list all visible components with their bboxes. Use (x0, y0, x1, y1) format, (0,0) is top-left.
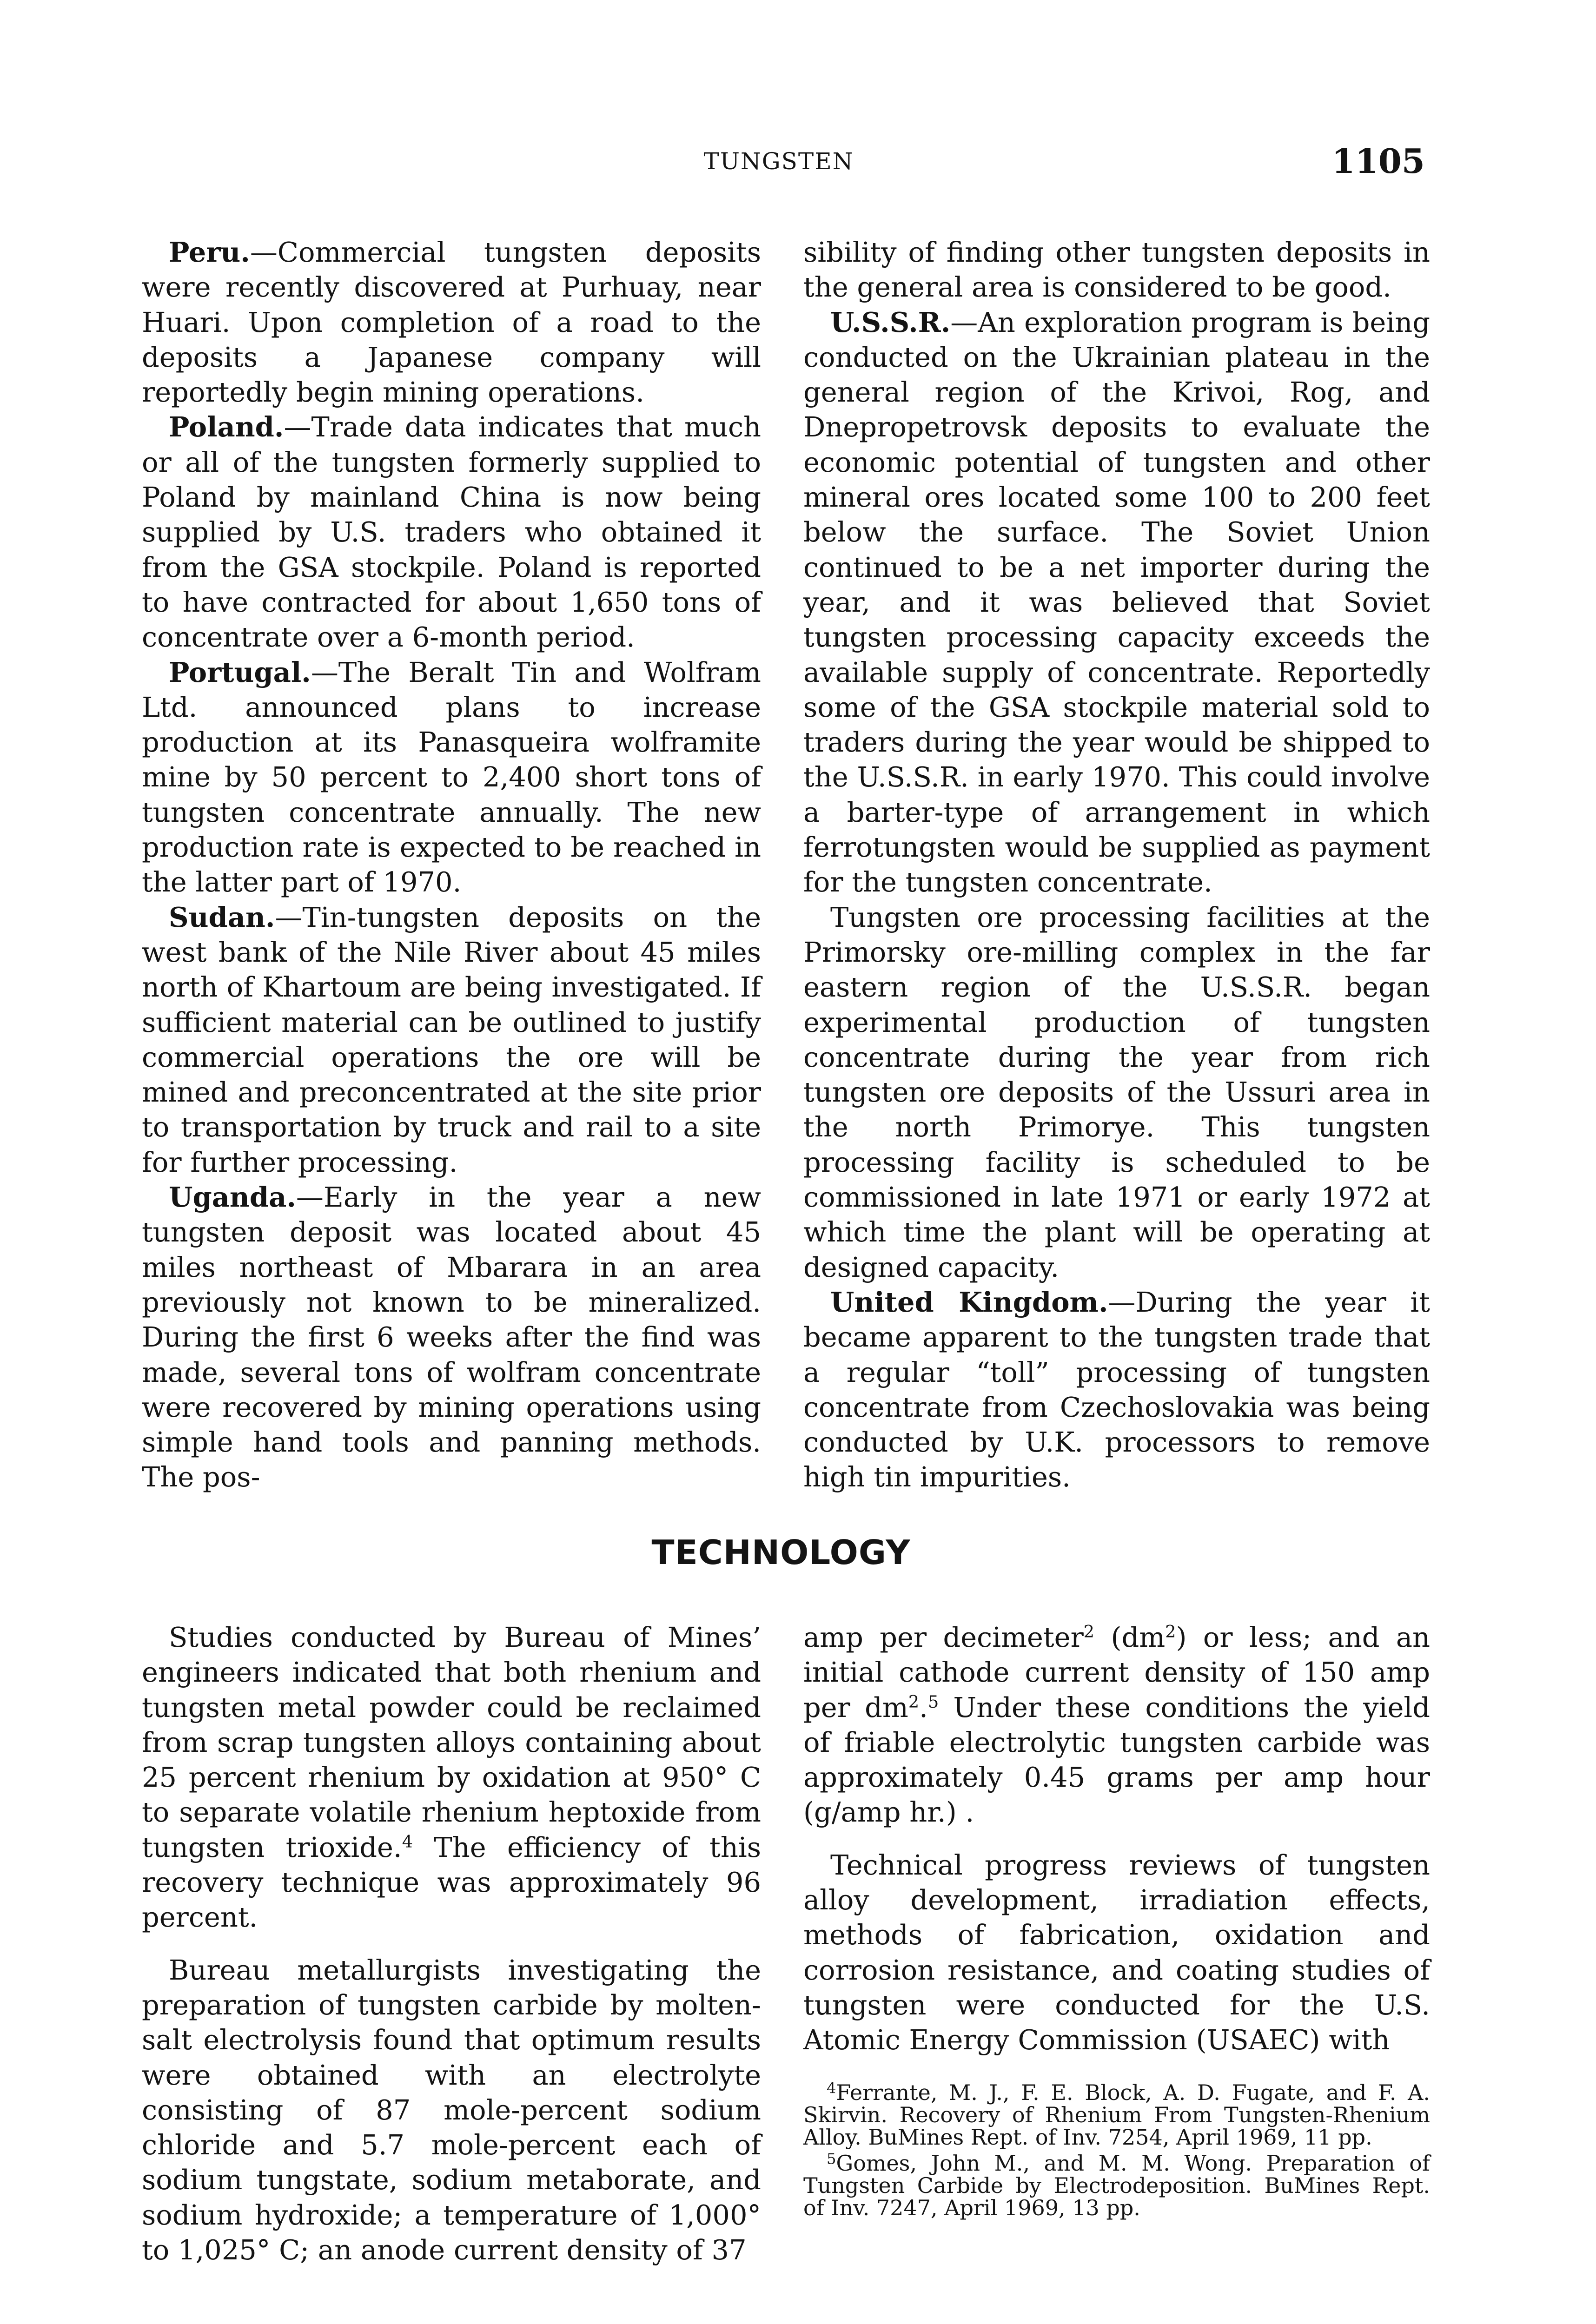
technology-carbide-continuation: amp per decimeter$^2$ $(dm^2)$ or less; and an initial cathode current density of 150 amp per $dm^2.^5$ Under these conditions the yield of friable electrolytic tungsten carbide was approximately 0.45 grams per amp hour (g/amp hr.) . (803, 1621, 1430, 1829)
country-paragraph-united-kingdom (803, 1285, 1430, 1495)
section-heading-technology: TECHNOLOGY (651, 1533, 911, 1572)
country-lead-united-kingdom: United Kingdom.— (830, 1286, 1136, 1318)
country-paragraph-portugal (142, 655, 761, 900)
column-bottom-left (142, 1620, 761, 2267)
column-top-left (142, 235, 761, 1495)
ussr-primorsky-paragraph: Tungsten ore processing facilities at the Primorsky ore-milling complex in the far eastern region of the U.S.S.R. began experimental production of tungsten concentrate during the year from rich tungsten ore deposits of the Ussuri area in the north Primorye. This tungsten processing facility is scheduled to be commissioned in late 1971 or early 1972 at which time the plant will be operating at designed capacity. (803, 901, 1430, 1283)
footnote-ref-4: 4 (402, 1831, 413, 1852)
country-lead-ussr: U.S.S.R.— (830, 306, 978, 338)
country-text-peru: Commercial tungsten deposits were recently discovered at Purhuay, near Huari. Upon completion of a road to the deposits a Japanese company will reportedly begin mining operations. (142, 236, 761, 409)
uganda-continuation: sibility of finding other tungsten deposits in the general area is considered to be good. (803, 236, 1430, 304)
country-text-ussr: An exploration program is being conducted on the Ukrainian plateau in the general region of the Krivoi, Rog, and Dnepropetrovsk deposits to evaluate the economic potential of tungsten and other mineral ores located some 100 to 200 feet below the surface. The Soviet Union continued to be a net importer during the year, and it was believed that Soviet tungsten processing capacity exceeds the available supply of concentrate. Reportedly some of the GSA stockpile material sold to traders during the year would be shipped to the U.S.S.R. in early 1970. This could involve a barter-type of arrangement in which ferrotungsten would be supplied as payment for the tungsten concentrate. (803, 306, 1430, 898)
page-number: 1105 (1331, 141, 1425, 181)
footnote-4: $^4$Ferrante, M. J., F. E. Block, A. D. Fugate, and F. A. Skirvin. Recovery of Rhenium From Tungsten-Rhenium Alloy. BuMines Rept. of Inv. 7254, April 1969, 11 pp. (803, 2079, 1430, 2150)
country-lead-uganda: Uganda.— (169, 1181, 324, 1214)
country-text-sudan: Tin-tungsten deposits on the west bank of the Nile River about 45 miles north of Khartoum are being investigated. If sufficient material can be outlined to justify commercial operations the ore will be mined and preconcentrated at the site prior to transportation by truck and rail to a site for further processing. (142, 901, 761, 1178)
column-bottom-right (803, 1620, 1430, 2058)
country-text-uganda: Early in the year a new tungsten deposit was located about 45 miles northeast of Mbarara in an area previously not known to be mineralized. During the first 6 weeks after the find was made, several tons of wolfram concentrate were recovered by mining operations using simple hand tools and panning methods. The pos- (142, 1181, 761, 1493)
column-top-right (803, 235, 1430, 1495)
country-paragraph-ussr (803, 305, 1430, 900)
running-title: TUNGSTEN (703, 148, 854, 175)
footnotes (803, 2081, 1430, 2223)
country-lead-portugal: Portugal.— (169, 656, 338, 688)
country-text-portugal: The Beralt Tin and Wolfram Ltd. announced plans to increase production at its Panasqueira wolframite mine by 50 percent to 2,400 short tons of tungsten concentrate annually. The new production rate is expected to be reached in the latter part of 1970. (142, 656, 761, 898)
country-text-poland: Trade data indicates that much or all of the tungsten formerly supplied to Poland by mainland China is now being supplied by U.S. traders who obtained it from the GSA stockpile. Poland is reported to have contracted for about 1,650 tons of concentrate over a 6-month period. (142, 411, 761, 654)
country-lead-sudan: Sudan.— (169, 901, 303, 933)
technology-paragraph-usaec: Technical progress reviews of tungsten alloy development, irradiation effects, methods of fabrication, oxidation and corrosion resistance, and coating studies of tungsten were conducted for the U.S. Atomic Energy Commission (USAEC) with (803, 1849, 1430, 2056)
footnote-ref-5: 5 (927, 1691, 939, 1712)
country-text-united-kingdom: During the year it became apparent to the tungsten trade that a regular “toll” processing of tungsten concentrate from Czechoslovakia was being conducted by U.K. processors to remove high tin impurities. (803, 1286, 1430, 1493)
country-lead-peru: Peru.— (169, 236, 278, 268)
country-paragraph-poland (142, 409, 761, 654)
country-paragraph-peru (142, 235, 761, 409)
technology-paragraph-rhenium: Studies conducted by Bureau of Mines’ engineers indicated that both rhenium and tungsten metal powder could be reclaimed from scrap tungsten alloys containing about 25 percent rhenium by oxidation at 950° C to separate volatile rhenium heptoxide from tungsten trioxide.$^4$ The efficiency of this recovery technique was approximately 96 percent. (142, 1621, 761, 1934)
technology-paragraph-carbide: Bureau metallurgists investigating the preparation of tungsten carbide by molten-salt electrolysis found that optimum results were obtained with an electrolyte consisting of 87 mole-percent sodium chloride and 5.7 mole-percent each of sodium tungstate, sodium metaborate, and sodium hydroxide; a temperature of 1,000° to 1,025° C; an anode current density of 37 (142, 1954, 761, 2266)
footnote-5: $^5$Gomes, John M., and M. M. Wong. Preparation of Tungsten Carbide by Electrodeposition. BuMines Rept. of Inv. 7247, April 1969, 13 pp. (803, 2150, 1430, 2220)
country-paragraph-sudan (142, 900, 761, 1180)
country-paragraph-uganda (142, 1180, 761, 1495)
country-lead-poland: Poland.— (169, 411, 311, 443)
